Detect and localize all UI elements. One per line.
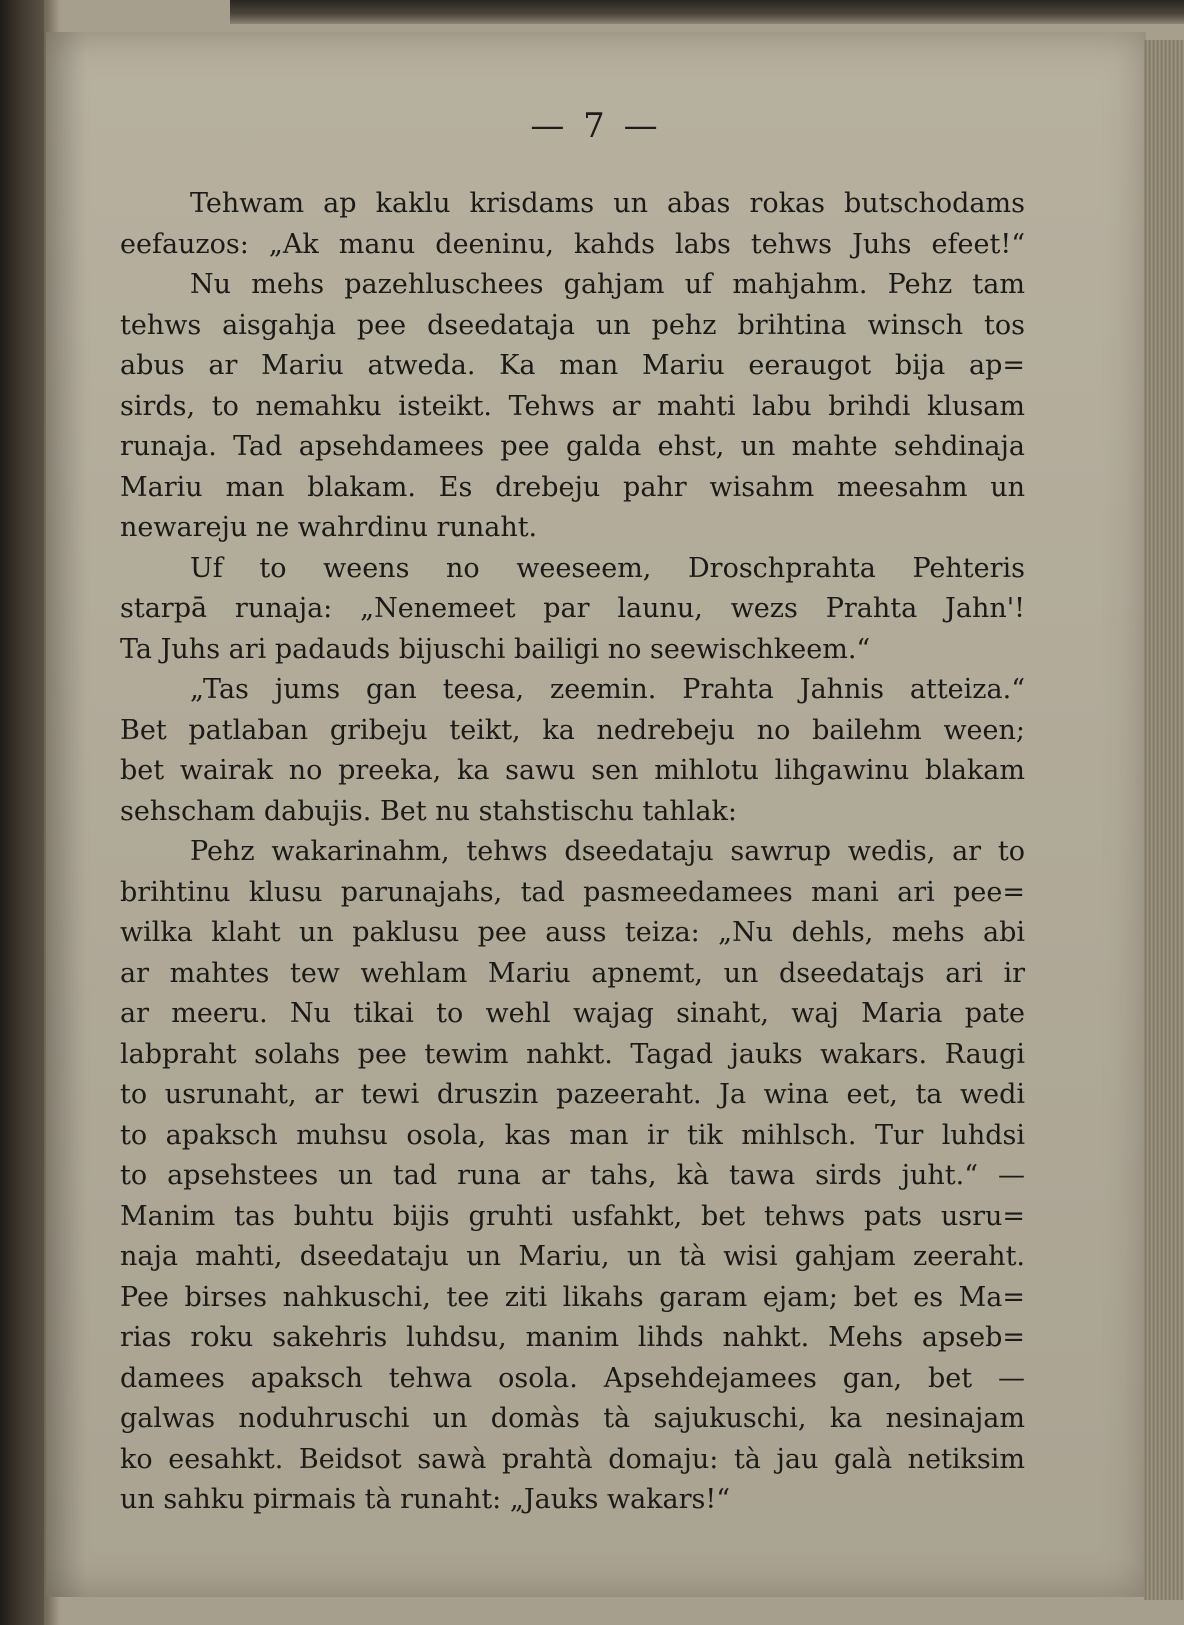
text-line: ko eesahkt. Beidsot sawà prahtà domaju: tà jau galà netiksim <box>120 1443 1025 1475</box>
book-binding <box>0 0 44 1625</box>
text-line: Pee birses nahkuschi, tee ziti likahs garam ejam; bet es Ma= <box>120 1281 1025 1313</box>
text-line: labpraht solahs pee tewim nahkt. Tagad jauks wakars. Raugi <box>120 1038 1025 1070</box>
page-text <box>120 184 1025 1521</box>
text-line: ar meeru. Nu tikai to wehl wajag sinaht, waj Maria pate <box>120 998 1025 1029</box>
text-line: Pehz wakarinahm, tehws dseedataju sawrup wedis, ar to <box>190 836 1025 867</box>
text-line: „Tas jums gan teesa, zeemin. Prahta Jahnis atteiza.“ <box>190 674 1025 705</box>
text-line: un sahku pirmais tà runaht: „Jauks wakars!“ <box>120 1484 731 1515</box>
text-line: abus ar Mariu atweda. Ka man Mariu eeraugot bija ap= <box>120 350 1025 381</box>
text-line: to usrunaht, ar tewi druszin pazeeraht. Ja wina eet, ta wedi <box>120 1079 1025 1110</box>
text-line: Nu mehs pazehluschees gahjam uf mahjahm. Pehz tam <box>190 269 1025 300</box>
text-line: to apaksch muhsu osola, kas man ir tik mihlsch. Tur luhdsi <box>120 1119 1025 1151</box>
text-line: sirds, to nemahku isteikt. Tehws ar mahti labu brihdi klusam <box>120 390 1025 422</box>
text-line: Tehwam ap kaklu krisdams un abas rokas butschodams <box>190 188 1025 219</box>
text-line: starpā runaja: „Nenemeet par launu, wezs Prahta Jahn'! <box>120 593 1025 624</box>
text-line: Manim tas buhtu bijis gruhti usfahkt, bet tehws pats usru= <box>120 1200 1025 1232</box>
page-number: — 7 — <box>530 106 662 146</box>
text-line: newareju ne wahrdinu runaht. <box>120 512 538 543</box>
text-line: wilka klaht un paklusu pee auss teiza: „Nu dehls, mehs abi <box>120 917 1025 948</box>
book-page <box>46 32 1146 1597</box>
text-line: sehscham dabujis. Bet nu stahstischu tahlak: <box>120 795 737 827</box>
text-line: damees apaksch tehwa osola. Apsehdejamees gan, bet — <box>120 1362 1025 1394</box>
text-line: naja mahti, dseedataju un Mariu, un tà wisi gahjam zeeraht. <box>120 1241 1025 1272</box>
text-line: brihtinu klusu parunajahs, tad pasmeedamees mani ari pee= <box>120 876 1025 908</box>
text-line: tehws aisgahja pee dseedataja un pehz brihtina winsch tos <box>120 309 1025 341</box>
text-line: bet wairak no preeka, ka sawu sen mihlotu lihgawinu blakam <box>120 755 1025 786</box>
text-line: rias roku sakehris luhdsu, manim lihds nahkt. Mehs apseb= <box>120 1322 1025 1353</box>
text-line: galwas noduhruschi un domàs tà sajukuschi, ka nesinajam <box>120 1403 1025 1434</box>
text-line: Uf to weens no weeseem, Droschprahta Pehteris <box>190 552 1025 584</box>
text-line: Ta Juhs ari padauds bijuschi bailigi no seewischkeem.“ <box>120 633 871 665</box>
page-stack-edge <box>1144 40 1184 1600</box>
text-line: eefauzos: „Ak manu deeninu, kahds labs tehws Juhs efeet!“ <box>120 228 1025 260</box>
text-line: ar mahtes tew wehlam Mariu apnemt, un dseedatajs ari ir <box>120 957 1025 989</box>
text-line: runaja. Tad apsehdamees pee galda ehst, un mahte sehdinaja <box>120 431 1025 462</box>
top-edge <box>230 0 1184 24</box>
text-line: Bet patlaban gribeju teikt, ka nedrebeju no bailehm ween; <box>120 714 1025 746</box>
text-line: Mariu man blakam. Es drebeju pahr wisahm meesahm un <box>120 471 1025 503</box>
text-line: to apsehstees un tad runa ar tahs, kà tawa sirds juht.“ — <box>120 1160 1025 1191</box>
